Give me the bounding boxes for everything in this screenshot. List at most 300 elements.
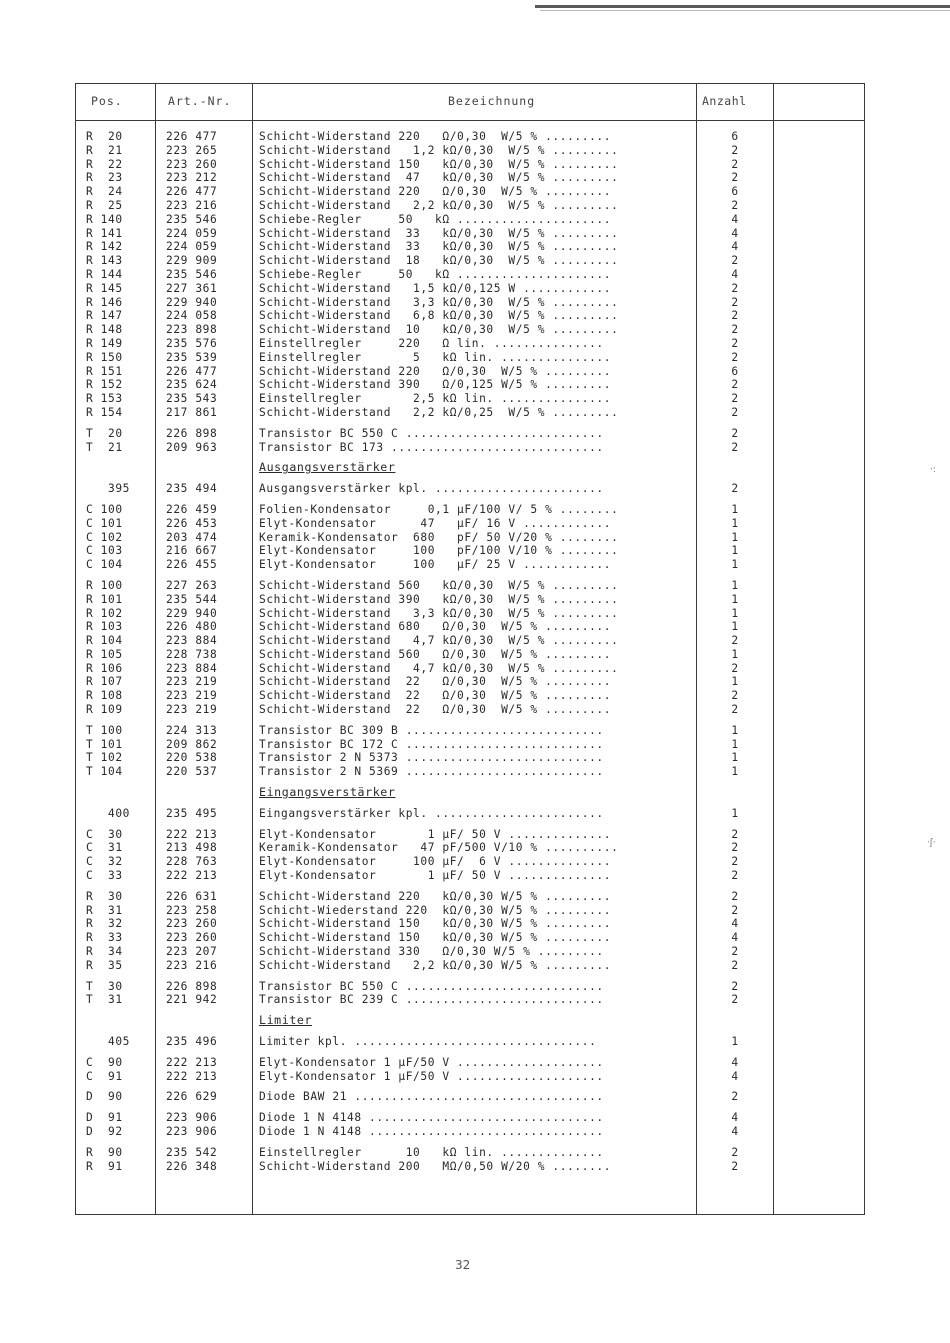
cell-anzahl: 1	[731, 737, 739, 751]
cell-bezeichnung: Transistor BC 172 C ...........................	[259, 737, 604, 751]
cell-anzahl: 2	[731, 350, 739, 364]
cell-anzahl: 2	[731, 336, 739, 350]
cell-pos: 395	[86, 482, 131, 496]
cell-pos: R 33	[86, 931, 123, 945]
cell-anzahl: 1	[731, 502, 739, 516]
cell-art-nr: 222 213	[166, 1055, 218, 1069]
margin-speck: ·ʃ·	[927, 838, 936, 848]
cell-pos: C 30	[86, 827, 123, 841]
cell-art-nr: 229 940	[166, 606, 218, 620]
cell-pos: T 104	[86, 765, 123, 779]
cell-bezeichnung: Transistor BC 309 B ...........................	[259, 723, 604, 737]
cell-pos: C 104	[86, 558, 123, 572]
cell-art-nr: 235 546	[166, 212, 218, 226]
table-row	[76, 1160, 864, 1174]
table-row	[76, 392, 864, 406]
cell-pos: R 151	[86, 364, 123, 378]
cell-art-nr: 235 543	[166, 392, 218, 406]
cell-pos: R 91	[86, 1159, 123, 1173]
table-row	[76, 751, 864, 765]
cell-anzahl: 1	[731, 578, 739, 592]
cell-anzahl: 2	[731, 254, 739, 268]
cell-pos: R 102	[86, 606, 123, 620]
cell-anzahl: 2	[731, 958, 739, 972]
cell-art-nr: 235 496	[166, 1035, 218, 1049]
cell-anzahl: 4	[731, 267, 739, 281]
cell-bezeichnung: Elyt-Kondensator 1 µF/50 V ....................	[259, 1055, 604, 1069]
cell-anzahl: 1	[731, 723, 739, 737]
cell-art-nr: 224 313	[166, 723, 218, 737]
cell-anzahl: 2	[731, 295, 739, 309]
table-row	[76, 558, 864, 572]
table-row	[76, 703, 864, 717]
cell-anzahl: 2	[731, 993, 739, 1007]
cell-bezeichnung: Schicht-Widerstand 33 kΩ/0,30 W/5 % .........	[259, 226, 619, 240]
cell-art-nr: 235 546	[166, 267, 218, 281]
cell-anzahl: 4	[731, 917, 739, 931]
cell-art-nr: 217 861	[166, 405, 218, 419]
cell-anzahl: 2	[731, 281, 739, 295]
cell-pos: R 30	[86, 889, 123, 903]
cell-anzahl: 1	[731, 647, 739, 661]
cell-art-nr: 222 213	[166, 827, 218, 841]
cell-anzahl: 1	[731, 558, 739, 572]
cell-bezeichnung: Schicht-Widerstand 390 Ω/0,125 W/5 % .........	[259, 378, 612, 392]
cell-bezeichnung: Einstellregler 10 kΩ lin. ..............	[259, 1145, 604, 1159]
cell-anzahl: 2	[731, 979, 739, 993]
table-row	[76, 959, 864, 973]
cell-pos: T 31	[86, 993, 123, 1007]
table-row	[76, 240, 864, 254]
table-row	[76, 406, 864, 420]
cell-art-nr: 226 477	[166, 364, 218, 378]
cell-anzahl: 1	[731, 592, 739, 606]
page-number: 32	[455, 1258, 471, 1272]
cell-pos: R 24	[86, 185, 123, 199]
table-row	[76, 841, 864, 855]
cell-pos: R 154	[86, 405, 123, 419]
cell-art-nr: 227 361	[166, 281, 218, 295]
cell-art-nr: 226 348	[166, 1159, 218, 1173]
cell-art-nr: 226 459	[166, 502, 218, 516]
cell-pos: R 144	[86, 267, 123, 281]
cell-pos: 405	[86, 1035, 131, 1049]
cell-pos: R 108	[86, 689, 123, 703]
cell-pos: R 109	[86, 703, 123, 717]
cell-bezeichnung: Elyt-Kondensator 100 µF/ 6 V ..............	[259, 855, 612, 869]
cell-art-nr: 209 963	[166, 440, 218, 454]
table-row	[76, 931, 864, 945]
header-bezeichnung: Bezeichnung	[448, 94, 536, 108]
cell-pos: R 20	[86, 130, 123, 143]
cell-bezeichnung: Schicht-Widerstand 1,2 kΩ/0,30 W/5 % .........	[259, 143, 619, 157]
cell-art-nr: 224 059	[166, 240, 218, 254]
cell-art-nr: 223 216	[166, 198, 218, 212]
cell-pos: R 101	[86, 592, 123, 606]
cell-bezeichnung: Limiter kpl. .................................	[259, 1035, 597, 1049]
cell-pos: C 33	[86, 869, 123, 883]
table-row	[76, 689, 864, 703]
cell-art-nr: 223 219	[166, 703, 218, 717]
cell-art-nr: 221 942	[166, 993, 218, 1007]
cell-pos: C 32	[86, 855, 123, 869]
table-row	[76, 1146, 864, 1160]
cell-anzahl: 2	[731, 309, 739, 323]
parts-list-table	[75, 83, 865, 1215]
section-heading-row	[76, 461, 864, 475]
cell-pos: C 103	[86, 544, 123, 558]
cell-pos: R 104	[86, 634, 123, 648]
cell-bezeichnung: Elyt-Kondensator 100 pF/100 V/10 % ........	[259, 544, 619, 558]
table-row	[76, 185, 864, 199]
cell-anzahl: 2	[731, 323, 739, 337]
cell-anzahl: 2	[731, 1090, 739, 1104]
cell-art-nr: 229 940	[166, 295, 218, 309]
cell-art-nr: 223 884	[166, 634, 218, 648]
cell-bezeichnung: Schicht-Widerstand 220 Ω/0,30 W/5 % .........	[259, 130, 612, 143]
cell-art-nr: 235 544	[166, 592, 218, 606]
cell-art-nr: 223 906	[166, 1111, 218, 1125]
cell-anzahl: 2	[731, 426, 739, 440]
cell-bezeichnung: Schicht-Widerstand 3,3 kΩ/0,30 W/5 % .........	[259, 606, 619, 620]
cell-anzahl: 2	[731, 482, 739, 496]
cell-bezeichnung: Schicht-Widerstand 2,2 kΩ/0,25 W/5 % .........	[259, 405, 619, 419]
cell-bezeichnung: Schicht-Widerstand 22 Ω/0,30 W/5 % .........	[259, 703, 612, 717]
cell-bezeichnung: Elyt-Kondensator 100 µF/ 25 V ............	[259, 558, 612, 572]
table-row	[76, 213, 864, 227]
cell-bezeichnung: Diode 1 N 4148 ................................	[259, 1125, 604, 1138]
table-row	[76, 1125, 864, 1139]
cell-pos: C 91	[86, 1069, 123, 1083]
header-art-nr: Art.-Nr.	[168, 94, 232, 108]
table-row	[76, 282, 864, 296]
table-row	[76, 855, 864, 869]
table-row	[76, 144, 864, 158]
table-row	[76, 675, 864, 689]
table-row	[76, 1035, 864, 1049]
table-row	[76, 296, 864, 310]
table-row	[76, 130, 864, 144]
table-row	[76, 579, 864, 593]
cell-art-nr: 223 219	[166, 689, 218, 703]
table-row	[76, 503, 864, 517]
cell-art-nr: 226 480	[166, 620, 218, 634]
cell-art-nr: 226 455	[166, 558, 218, 572]
cell-art-nr: 235 495	[166, 806, 218, 820]
cell-pos: R 149	[86, 336, 123, 350]
cell-anzahl: 4	[731, 1125, 739, 1138]
cell-art-nr: 226 477	[166, 130, 218, 143]
cell-art-nr: 203 474	[166, 530, 218, 544]
cell-bezeichnung: Elyt-Kondensator 1 µF/ 50 V ..............	[259, 827, 612, 841]
cell-anzahl: 2	[731, 198, 739, 212]
cell-pos: C 31	[86, 841, 123, 855]
cell-bezeichnung: Einstellregler 220 Ω lin. ...............	[259, 336, 604, 350]
table-row	[76, 171, 864, 185]
table-row	[76, 869, 864, 883]
cell-art-nr: 235 624	[166, 378, 218, 392]
cell-art-nr: 223 260	[166, 931, 218, 945]
table-row	[76, 323, 864, 337]
cell-art-nr: 223 265	[166, 143, 218, 157]
cell-bezeichnung: Eingangsverstärker	[259, 786, 396, 800]
cell-anzahl: 1	[731, 516, 739, 530]
cell-pos: C 101	[86, 516, 123, 530]
cell-art-nr: 223 219	[166, 675, 218, 689]
table-row	[76, 531, 864, 545]
table-row	[76, 634, 864, 648]
cell-pos: R 32	[86, 917, 123, 931]
cell-bezeichnung: Keramik-Kondensator 47 pF/500 V/10 % ..........	[259, 841, 619, 855]
cell-bezeichnung: Schicht-Widerstand 33 kΩ/0,30 W/5 % .........	[259, 240, 619, 254]
cell-anzahl: 2	[731, 661, 739, 675]
cell-bezeichnung: Limiter	[259, 1014, 313, 1028]
cell-anzahl: 1	[731, 1035, 739, 1049]
cell-bezeichnung: Elyt-Kondensator 1 µF/ 50 V ..............	[259, 869, 612, 883]
cell-art-nr: 224 059	[166, 226, 218, 240]
table-row	[76, 544, 864, 558]
cell-anzahl: 4	[731, 240, 739, 254]
cell-art-nr: 235 576	[166, 336, 218, 350]
cell-pos: R 106	[86, 661, 123, 675]
cell-anzahl: 2	[731, 827, 739, 841]
cell-bezeichnung: Schiebe-Regler 50 kΩ .....................	[259, 212, 612, 226]
table-row	[76, 662, 864, 676]
cell-bezeichnung: Schicht-Widerstand 2,2 kΩ/0,30 W/5 % .........	[259, 958, 612, 972]
cell-anzahl: 2	[731, 889, 739, 903]
cell-art-nr: 223 260	[166, 157, 218, 171]
cell-art-nr: 228 763	[166, 855, 218, 869]
cell-art-nr: 226 631	[166, 889, 218, 903]
cell-anzahl: 2	[731, 1145, 739, 1159]
cell-art-nr: 220 538	[166, 751, 218, 765]
cell-art-nr: 222 213	[166, 869, 218, 883]
cell-pos: R 105	[86, 647, 123, 661]
cell-bezeichnung: Ausgangsverstärker kpl. .......................	[259, 482, 604, 496]
cell-pos: R 31	[86, 903, 123, 917]
header-anzahl: Anzahl	[702, 94, 747, 108]
cell-bezeichnung: Diode 1 N 4148 ................................	[259, 1111, 604, 1125]
table-row	[76, 268, 864, 282]
cell-anzahl: 2	[731, 903, 739, 917]
cell-bezeichnung: Schicht-Widerstand 3,3 kΩ/0,30 W/5 % .........	[259, 295, 619, 309]
table-row	[76, 807, 864, 821]
table-row	[76, 1070, 864, 1084]
table-row	[76, 1056, 864, 1070]
cell-art-nr: 223 884	[166, 661, 218, 675]
table-row	[76, 378, 864, 392]
cell-anzahl: 1	[731, 675, 739, 689]
table-row	[76, 441, 864, 455]
cell-bezeichnung: Schicht-Widerstand 47 kΩ/0,30 W/5 % .........	[259, 171, 619, 185]
table-row	[76, 1111, 864, 1125]
cell-pos: T 30	[86, 979, 123, 993]
cell-anzahl: 1	[731, 751, 739, 765]
cell-pos: R 103	[86, 620, 123, 634]
cell-art-nr: 227 263	[166, 578, 218, 592]
cell-art-nr: 226 898	[166, 979, 218, 993]
cell-bezeichnung: Schicht-Widerstand 220 Ω/0,30 W/5 % .........	[259, 364, 612, 378]
cell-bezeichnung: Ausgangsverstärker	[259, 461, 396, 475]
cell-pos: R 143	[86, 254, 123, 268]
cell-bezeichnung: Folien-Kondensator 0,1 µF/100 V/ 5 % ........	[259, 502, 619, 516]
header-pos: Pos.	[91, 94, 123, 108]
header-divider	[76, 120, 864, 121]
cell-art-nr: 223 260	[166, 917, 218, 931]
cell-art-nr: 213 498	[166, 841, 218, 855]
cell-bezeichnung: Schicht-Widerstand 6,8 kΩ/0,30 W/5 % .........	[259, 309, 619, 323]
table-row	[76, 738, 864, 752]
cell-art-nr: 226 898	[166, 426, 218, 440]
table-row	[76, 828, 864, 842]
table-row	[76, 427, 864, 441]
cell-pos: T 21	[86, 440, 123, 454]
cell-pos: C 102	[86, 530, 123, 544]
cell-bezeichnung: Transistor BC 173 .............................	[259, 440, 604, 454]
table-row	[76, 227, 864, 241]
cell-bezeichnung: Schicht-Widerstand 560 Ω/0,30 W/5 % .........	[259, 647, 612, 661]
cell-anzahl: 4	[731, 226, 739, 240]
cell-pos: R 147	[86, 309, 123, 323]
cell-bezeichnung: Schicht-Widerstand 220 Ω/0,30 W/5 % .........	[259, 185, 612, 199]
table-row	[76, 254, 864, 268]
table-row	[76, 980, 864, 994]
cell-anzahl: 1	[731, 765, 739, 779]
cell-pos: R 22	[86, 157, 123, 171]
cell-anzahl: 4	[731, 1069, 739, 1083]
cell-anzahl: 2	[731, 440, 739, 454]
cell-anzahl: 1	[731, 620, 739, 634]
cell-bezeichnung: Schicht-Widerstand 22 Ω/0,30 W/5 % .........	[259, 689, 612, 703]
table-row	[76, 945, 864, 959]
cell-bezeichnung: Transistor BC 239 C ...........................	[259, 993, 604, 1007]
cell-pos: R 34	[86, 945, 123, 959]
cell-pos: R 35	[86, 958, 123, 972]
cell-pos: R 25	[86, 198, 123, 212]
cell-bezeichnung: Schicht-Wiederstand 220 kΩ/0,30 W/5 % .........	[259, 903, 612, 917]
cell-pos: T 101	[86, 737, 123, 751]
table-row	[76, 365, 864, 379]
cell-art-nr: 223 207	[166, 945, 218, 959]
top-rule-thin	[540, 10, 950, 11]
cell-pos: R 140	[86, 212, 123, 226]
table-row	[76, 1090, 864, 1104]
cell-bezeichnung: Schicht-Widerstand 150 kΩ/0,30 W/5 % .........	[259, 157, 619, 171]
cell-anzahl: 6	[731, 364, 739, 378]
cell-art-nr: 223 216	[166, 958, 218, 972]
cell-bezeichnung: Einstellregler 2,5 kΩ lin. ...............	[259, 392, 612, 406]
cell-bezeichnung: Schicht-Widerstand 4,7 kΩ/0,30 W/5 % .........	[259, 634, 619, 648]
cell-bezeichnung: Schicht-Widerstand 18 kΩ/0,30 W/5 % .........	[259, 254, 619, 268]
cell-pos: R 23	[86, 171, 123, 185]
cell-bezeichnung: Schicht-Widerstand 200 MΩ/0,50 W/20 % ........	[259, 1159, 612, 1173]
table-row	[76, 517, 864, 531]
table-row	[76, 993, 864, 1007]
cell-art-nr: 223 906	[166, 1125, 218, 1138]
cell-pos: R 100	[86, 578, 123, 592]
table-row	[76, 607, 864, 621]
cell-anzahl: 6	[731, 185, 739, 199]
table-row	[76, 199, 864, 213]
cell-anzahl: 4	[731, 1055, 739, 1069]
cell-anzahl: 2	[731, 143, 739, 157]
table-row	[76, 648, 864, 662]
cell-art-nr: 229 909	[166, 254, 218, 268]
cell-bezeichnung: Transistor 2 N 5369 ...........................	[259, 765, 604, 779]
cell-art-nr: 235 494	[166, 482, 218, 496]
cell-bezeichnung: Schicht-Widerstand 680 Ω/0,30 W/5 % .........	[259, 620, 612, 634]
cell-pos: T 20	[86, 426, 123, 440]
cell-bezeichnung: Schicht-Widerstand 2,2 kΩ/0,30 W/5 % .........	[259, 198, 619, 212]
cell-pos: R 141	[86, 226, 123, 240]
cell-art-nr: 220 537	[166, 765, 218, 779]
cell-anzahl: 2	[731, 634, 739, 648]
table-row	[76, 890, 864, 904]
cell-pos: R 90	[86, 1145, 123, 1159]
cell-anzahl: 2	[731, 1159, 739, 1173]
cell-bezeichnung: Schicht-Widerstand 220 kΩ/0,30 W/5 % .........	[259, 889, 612, 903]
cell-bezeichnung: Schicht-Widerstand 4,7 kΩ/0,30 W/5 % .........	[259, 661, 619, 675]
cell-anzahl: 2	[731, 392, 739, 406]
cell-art-nr: 223 898	[166, 323, 218, 337]
cell-art-nr: 226 629	[166, 1090, 218, 1104]
cell-anzahl: 1	[731, 530, 739, 544]
cell-anzahl: 2	[731, 869, 739, 883]
top-rule	[535, 5, 950, 8]
cell-art-nr: 216 667	[166, 544, 218, 558]
cell-bezeichnung: Schicht-Widerstand 150 kΩ/0,30 W/5 % .........	[259, 931, 612, 945]
cell-anzahl: 1	[731, 606, 739, 620]
cell-bezeichnung: Transistor BC 550 C ...........................	[259, 426, 604, 440]
table-row	[76, 158, 864, 172]
cell-bezeichnung: Elyt-Kondensator 47 µF/ 16 V ............	[259, 516, 612, 530]
cell-bezeichnung: Transistor BC 550 C ...........................	[259, 979, 604, 993]
cell-anzahl: 2	[731, 405, 739, 419]
cell-pos: R 107	[86, 675, 123, 689]
cell-art-nr: 235 542	[166, 1145, 218, 1159]
cell-pos: R 21	[86, 143, 123, 157]
cell-pos: D 92	[86, 1125, 123, 1138]
cell-pos: 400	[86, 806, 131, 820]
cell-bezeichnung: Schiebe-Regler 50 kΩ .....................	[259, 267, 612, 281]
cell-pos: R 145	[86, 281, 123, 295]
cell-bezeichnung: Einstellregler 5 kΩ lin. ...............	[259, 350, 612, 364]
cell-pos: R 142	[86, 240, 123, 254]
cell-art-nr: 223 258	[166, 903, 218, 917]
cell-anzahl: 4	[731, 1111, 739, 1125]
cell-bezeichnung: Schicht-Widerstand 22 Ω/0,30 W/5 % .........	[259, 675, 612, 689]
table-row	[76, 917, 864, 931]
cell-pos: R 146	[86, 295, 123, 309]
cell-pos: R 153	[86, 392, 123, 406]
cell-pos: C 90	[86, 1055, 123, 1069]
cell-anzahl: 2	[731, 855, 739, 869]
cell-art-nr: 224 058	[166, 309, 218, 323]
cell-art-nr: 223 212	[166, 171, 218, 185]
cell-anzahl: 6	[731, 130, 739, 143]
section-heading-row	[76, 786, 864, 800]
table-row	[76, 724, 864, 738]
cell-bezeichnung: Schicht-Widerstand 1,5 kΩ/0,125 W ............	[259, 281, 612, 295]
margin-speck: ·:	[930, 465, 936, 475]
cell-pos: C 100	[86, 502, 123, 516]
cell-anzahl: 2	[731, 689, 739, 703]
table-row	[76, 351, 864, 365]
cell-anzahl: 1	[731, 806, 739, 820]
table-row	[76, 482, 864, 496]
table-row	[76, 337, 864, 351]
cell-pos: R 152	[86, 378, 123, 392]
